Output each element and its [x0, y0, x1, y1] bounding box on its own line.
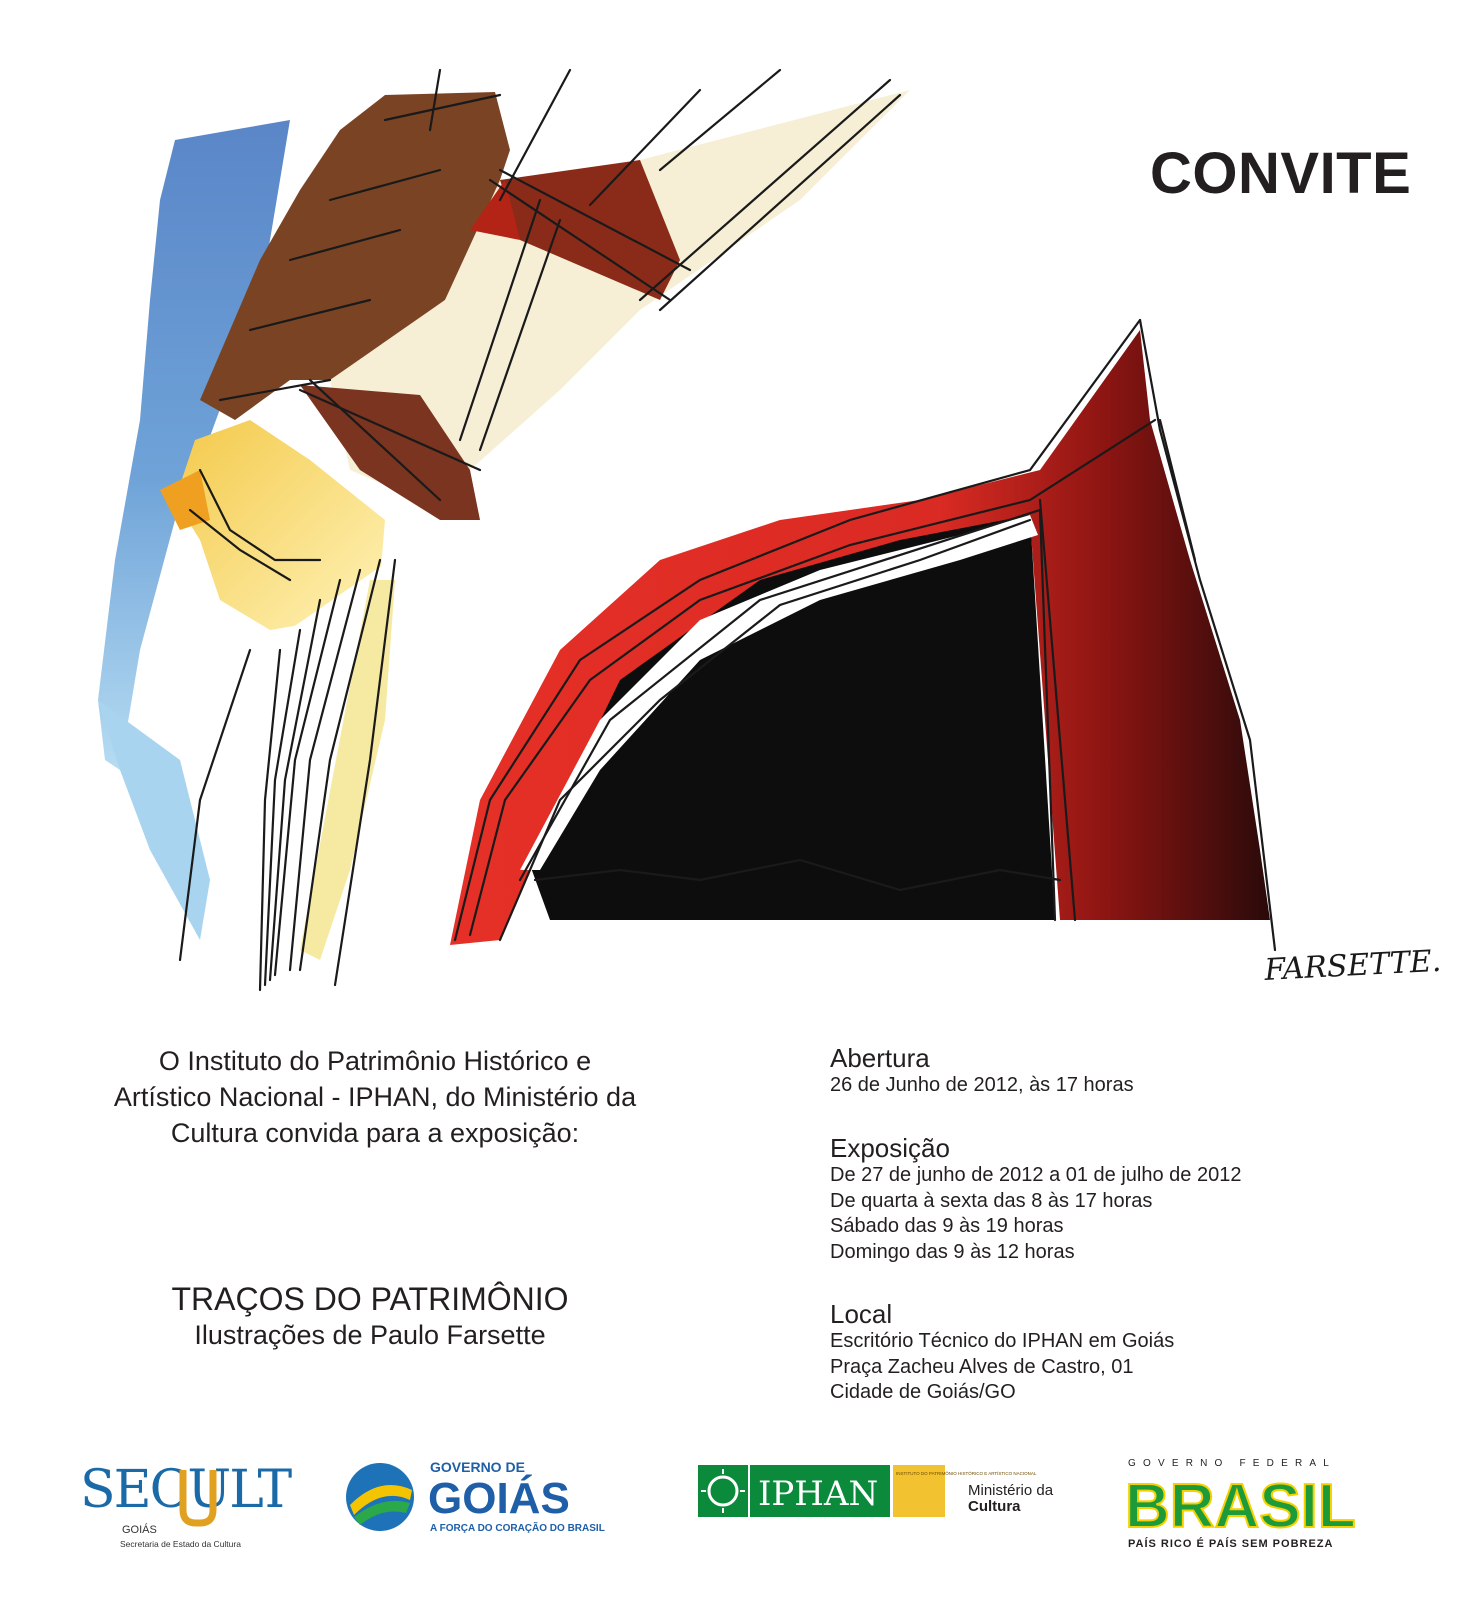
intro-line: O Instituto do Patrimônio Histórico e [158, 1046, 592, 1076]
intro-paragraph [55, 1043, 695, 1151]
schedule-line: Sábado das 9 às 19 horas [830, 1215, 1064, 1237]
arch-drawing [450, 320, 1275, 950]
exhibition-subtitle: Ilustrações de Paulo Farsette [194, 1320, 546, 1350]
schedule-line: De 27 de junho de 2012 a 01 de julho de 2012 [830, 1164, 1242, 1186]
opening-section [830, 1043, 1390, 1099]
schedule-line: De quarta à sexta das 8 às 17 horas [830, 1189, 1153, 1212]
ministry-logo [968, 1483, 1053, 1515]
secult-caption: Secretaria de Estado da Cultura [120, 1539, 241, 1549]
schedule-heading: Exposição [830, 1133, 950, 1163]
location-line: Escritório Técnico do IPHAN em Goiás [830, 1330, 1175, 1352]
brasil-tagline: PAÍS RICO É PAÍS SEM POBREZA [1128, 1538, 1334, 1550]
intro-line: Cultura convida para a exposição: [170, 1118, 580, 1148]
opening-date: 26 de Junho de 2012, às 17 horas [830, 1074, 1134, 1096]
goias-line2: GOIÁS [428, 1474, 570, 1523]
brasil-main: BRASIL [1125, 1472, 1356, 1541]
ministry-line2: Cultura [968, 1498, 1021, 1515]
location-heading: Local [830, 1299, 893, 1329]
location-section [830, 1299, 1390, 1406]
schedule-section [830, 1133, 1390, 1265]
opening-heading: Abertura [830, 1043, 930, 1073]
goias-tagline: A FORÇA DO CORAÇÃO DO BRASIL [430, 1523, 605, 1534]
secult-logo-text: SECULT [80, 1460, 291, 1520]
location-line: Cidade de Goiás/GO [830, 1381, 1016, 1403]
secult-logo [80, 1455, 291, 1565]
goias-logo [340, 1455, 605, 1540]
artist-signature: FARSETTE. [1263, 943, 1443, 988]
goias-line1: GOVERNO DE [430, 1459, 525, 1475]
exhibition-title-block [120, 1280, 620, 1352]
intro-line: Artístico Nacional - IPHAN, do Ministério da [113, 1082, 637, 1112]
iphan-caption: INSTITUTO DO PATRIMÔNIO HISTÓRICO E ARTÍSTICO NACIONAL [896, 1471, 1037, 1476]
secult-state: GOIÁS [122, 1524, 157, 1536]
brasil-logo [1125, 1455, 1380, 1555]
sponsor-logos [0, 1455, 1467, 1600]
exhibition-title: TRAÇOS DO PATRIMÔNIO [171, 1281, 569, 1317]
brasil-top: GOVERNO FEDERAL [1128, 1458, 1337, 1469]
invite-title: CONVITE [1150, 141, 1412, 206]
location-line: Praça Zacheu Alves de Castro, 01 [830, 1355, 1134, 1378]
iphan-name: IPHAN [758, 1474, 879, 1514]
ministry-line1: Ministério da [968, 1482, 1054, 1499]
schedule-line: Domingo das 9 às 12 horas [830, 1240, 1075, 1263]
